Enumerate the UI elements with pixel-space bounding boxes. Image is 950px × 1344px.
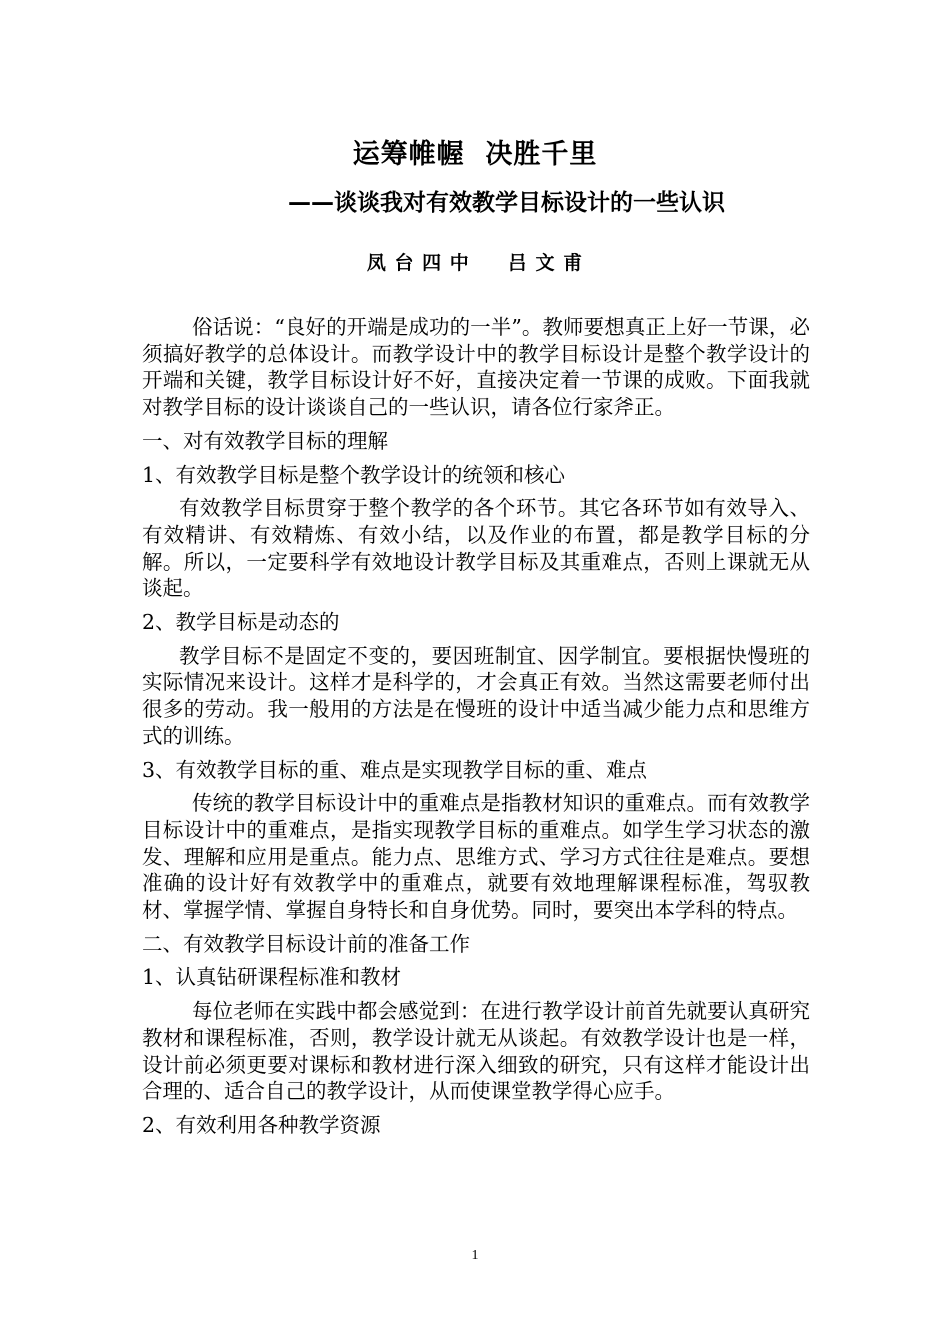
subsection-heading: 1、认真钻研课程标准和教材: [142, 965, 402, 990]
body-paragraph: 每位老师在实践中都会感觉到：在进行教学设计前首先就要认真研究教材和课程标准，否则，教学设计就无从谈起。有效教学设计也是一样，设计前必须更要对课标和教材进行深入细致的研究，只有这样才能设计出合理的、适合自己的教学设计，从而使课堂教学得心应手。: [142, 999, 810, 1104]
intro-paragraph: 俗话说：“良好的开端是成功的一半”。教师要想真正上好一节课，必须搞好教学的总体设计。而教学设计中的教学目标设计是整个教学设计的开端和关键，教学目标设计好不好，直接决定着一节课的成败。下面我就对教学目标的设计谈谈自己的一些认识，请各位行家斧正。: [142, 315, 810, 420]
subsection-heading: 3、有效教学目标的重、难点是实现教学目标的重、难点: [142, 757, 648, 782]
section-heading: 一、对有效教学目标的理解: [142, 428, 388, 453]
document-title: 运筹帷幄 决胜千里: [352, 139, 598, 170]
page-number: 1: [471, 1248, 479, 1263]
document-body: [142, 314, 810, 1146]
subsection-heading: 1、有效教学目标是整个教学设计的统领和核心: [142, 462, 566, 487]
body-paragraph: 传统的教学目标设计中的重难点是指教材知识的重难点。而有效教学目标设计中的重难点，是指实现教学目标的重难点。如学生学习状态的激发、理解和应用是重点。能力点、思维方式、学习方式往往是难点。要想准确的设计好有效教学中的重难点，就要有效地理解课程标准，驾驭教材、掌握学情、掌握自身特长和自身优势。同时，要突出本学科的特点。: [142, 791, 810, 923]
document-subtitle: ——谈谈我对有效教学目标设计的一些认识: [288, 190, 725, 216]
subsection-heading: 2、教学目标是动态的: [142, 610, 340, 635]
body-paragraph: 教学目标不是固定不变的，要因班制宜、因学制宜。要根据快慢班的实际情况来设计。这样才是科学的，才会真正有效。当然这需要老师付出很多的劳动。我一般用的方法是在慢班的设计中适当减少能力点和思维方式的训练。: [142, 643, 810, 748]
subsection-heading: 2、有效利用各种教学资源: [142, 1112, 381, 1137]
section-heading: 二、有效教学目标设计前的准备工作: [142, 931, 470, 956]
author-line: 凤 台 四 中 吕 文 甫: [366, 252, 584, 274]
body-paragraph: 有效教学目标贯穿于整个教学的各个环节。其它各环节如有效导入、有效精讲、有效精炼、有效小结，以及作业的布置，都是教学目标的分解。所以，一定要科学有效地设计教学目标及其重难点，否则上课就无从谈起。: [142, 496, 810, 601]
